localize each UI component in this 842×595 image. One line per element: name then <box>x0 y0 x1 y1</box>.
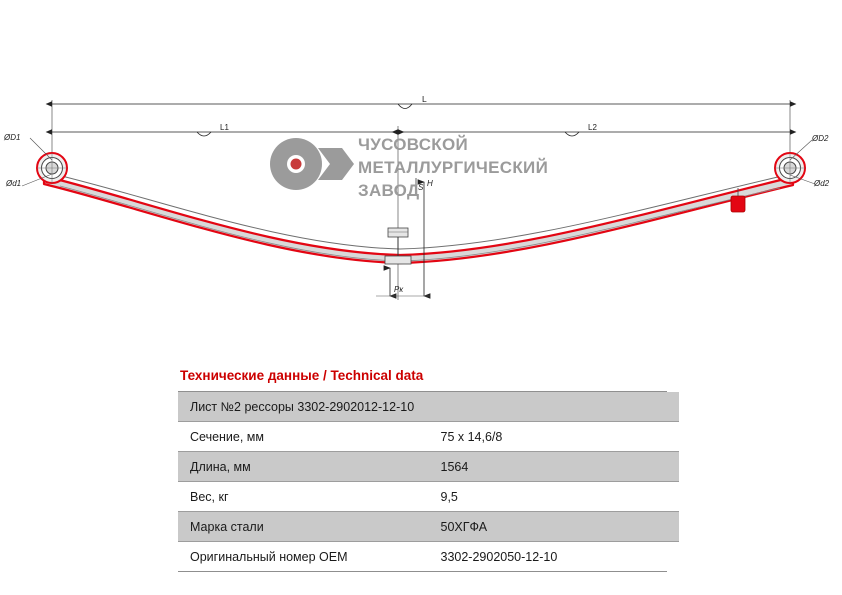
dimension-label-D2: ØD2 <box>812 134 829 143</box>
technical-data-section <box>178 368 667 572</box>
table-row <box>178 392 679 421</box>
cell-label: Марка стали <box>178 512 429 541</box>
dimension-label-d2: Ød2 <box>814 179 830 188</box>
table-header-cell: Лист №2 рессоры 3302-2902012-12-10 <box>178 392 679 421</box>
technical-data-table <box>178 392 679 571</box>
cell-label: Оригинальный номер OEM <box>178 542 429 571</box>
dimension-H <box>424 179 433 296</box>
cell-value: 50ХГФА <box>429 512 680 541</box>
left-eye <box>22 138 67 186</box>
cell-label: Сечение, мм <box>178 422 429 451</box>
dimension-Pk <box>376 268 430 296</box>
cell-value: 1564 <box>429 452 680 481</box>
technical-data-table-wrapper <box>178 391 667 572</box>
dimension-label-H: H <box>427 179 433 188</box>
table-row <box>178 512 679 541</box>
dimension-label-L1: L1 <box>220 123 229 132</box>
dimension-label-d1: Ød1 <box>6 179 22 188</box>
table-row <box>178 482 679 511</box>
table-row <box>178 422 679 451</box>
dimension-label-Pk: Рк <box>394 285 404 294</box>
watermark-line-3: ЗАВОД <box>358 181 420 200</box>
technical-data-title: Технические данные / Technical data <box>180 368 424 383</box>
extension-lines <box>52 100 790 300</box>
cell-label: Вес, кг <box>178 482 429 511</box>
table-row <box>178 542 679 571</box>
dimension-label-D1: ØD1 <box>4 133 21 142</box>
cell-value: 75 x 14,6/8 <box>429 422 680 451</box>
right-eye <box>775 140 815 184</box>
dimension-L2 <box>398 123 790 136</box>
watermark-line-1: ЧУСОВСКОЙ <box>358 135 469 154</box>
dimension-label-L2: L2 <box>588 123 597 132</box>
cell-label: Длина, мм <box>178 452 429 481</box>
cell-value: 9,5 <box>429 482 680 511</box>
dimension-label-L: L <box>422 94 427 104</box>
table-row <box>178 452 679 481</box>
dimension-L1 <box>52 123 398 136</box>
cell-value: 3302-2902050-12-10 <box>429 542 680 571</box>
dimension-S <box>416 178 424 196</box>
center-bolt <box>385 228 411 264</box>
dimension-L <box>52 94 790 109</box>
dimension-label-S: S <box>418 183 424 192</box>
watermark-line-2: МЕТАЛЛУРГИЧЕСКИЙ <box>358 158 549 177</box>
